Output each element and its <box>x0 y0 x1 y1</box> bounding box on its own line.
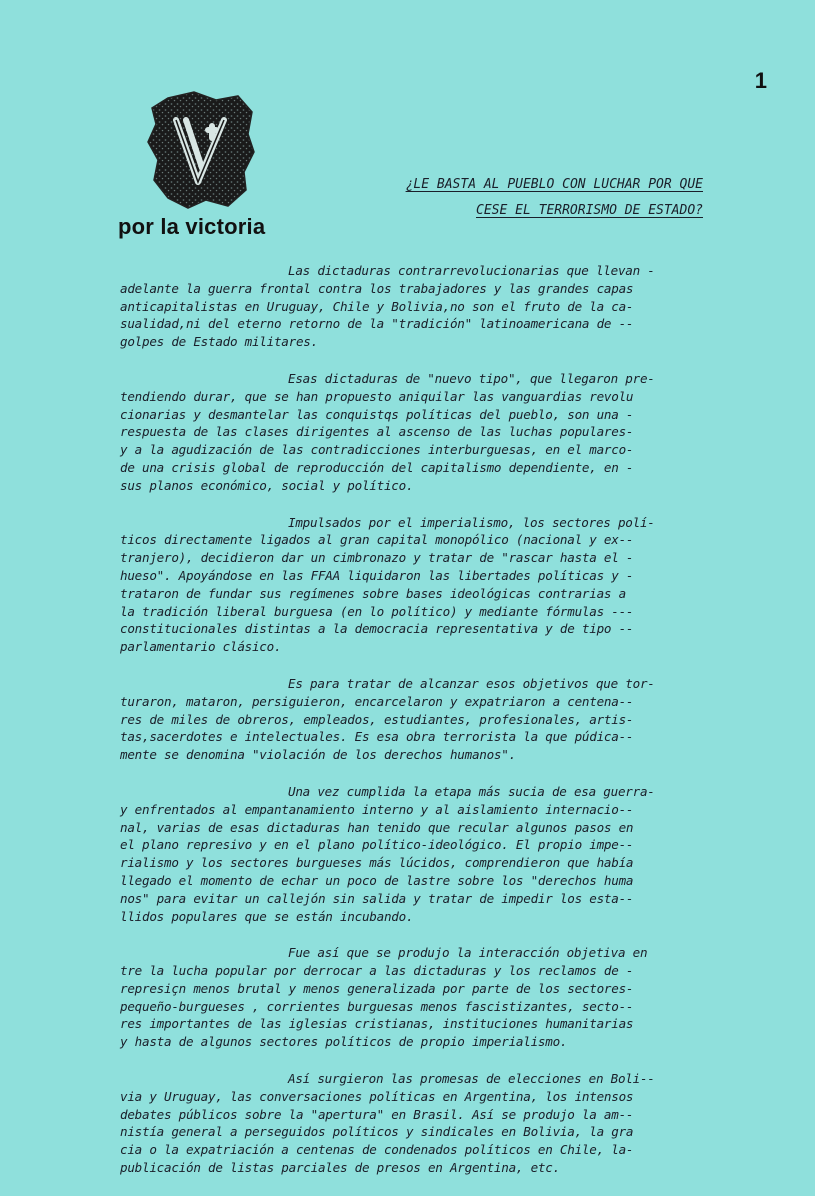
paragraph-line: Fue así que se produjo la interacción objetiva en <box>288 945 648 961</box>
paragraph-line: sualidad,ni del eterno retorno de la "tradición" latinoamericana de -- <box>120 316 634 332</box>
paragraph-line: y a la agudización de las contradicciones interburguesas, en el marco- <box>120 442 634 458</box>
body-paragraph <box>120 944 710 1051</box>
paragraph-line: Impulsados por el imperialismo, los sectores polí- <box>288 514 655 530</box>
paragraph-line: la tradición liberal burguesa (en lo político) y mediante fórmulas --- <box>120 603 634 619</box>
paragraph-line: tas,sacerdotes e intelectuales. Es esa obra terrorista la que púdica-- <box>120 729 634 745</box>
paragraph-line: cia o la expatriación a centenas de condenados políticos en Chile, la- <box>120 1142 634 1158</box>
body-paragraph <box>120 262 710 351</box>
paragraph-line: nistía general a perseguidos políticos y sindicales en Bolivia, la gra <box>120 1124 634 1140</box>
logo-wordmark: por la victoria <box>118 214 266 239</box>
stamp-v-emblem-icon <box>146 90 256 210</box>
paragraph-line: Esas dictaduras de "nuevo tipo", que llegaron pre- <box>288 370 655 386</box>
paragraph-line: Las dictaduras contrarrevolucionarias que llevan - <box>288 263 655 278</box>
paragraph-line: de una crisis global de reproducción del capitalismo dependiente, en - <box>120 459 634 475</box>
paragraph-line: mente se denomina "violación de los derechos humanos". <box>120 747 516 763</box>
title-line-2: CESE EL TERRORISMO DE ESTADO? <box>476 203 703 218</box>
paragraph-line: sus planos económico, social y político. <box>120 477 414 493</box>
paragraph-line: turaron, mataron, persiguieron, encarcelaron y expatriaron a centena-- <box>120 693 634 709</box>
body-paragraph <box>120 514 710 656</box>
paragraph-line: rialismo y los sectores burgueses más lúcidos, comprendieron que había <box>120 855 634 871</box>
paragraph-line: Es para tratar de alcanzar esos objetivos que tor- <box>288 675 655 691</box>
paragraph-line: constitucionales distintas a la democracia representativa y de tipo -- <box>120 621 634 637</box>
paragraph-line: ticos directamente ligados al gran capital monopólico (nacional y ex-- <box>120 532 634 548</box>
title-line-1: ¿LE BASTA AL PUEBLO CON LUCHAR POR QUE <box>405 177 703 192</box>
paragraph-line: cionarias y desmantelar las conquistqs políticas del pueblo, son una - <box>120 406 634 422</box>
paragraph-line: pequeño-burgueses , corrientes burguesas menos fascistizantes, secto-- <box>120 998 634 1014</box>
paragraph-line: el plano represivo y en el plano político-ideológico. El propio impe-- <box>120 837 634 853</box>
paragraph-line: parlamentario clásico. <box>120 639 282 655</box>
paragraph-line: res importantes de las iglesias cristianas, instituciones humanitarias <box>120 1016 634 1032</box>
paragraph-line: y enfrentados al empantanamiento interno y al aislamiento internacio-- <box>120 801 634 817</box>
paragraph-line: Así surgieron las promesas de elecciones en Boli-- <box>288 1071 655 1087</box>
paragraph-line: llegado el momento de echar un poco de lastre sobre los "derechos huma <box>120 872 634 888</box>
paragraph-line: golpes de Estado militares. <box>120 334 318 350</box>
body-paragraph <box>120 783 710 925</box>
paragraph-line: debates públicos sobre la "apertura" en Brasil. Así se produjo la am-- <box>120 1106 634 1122</box>
paragraph-line: llidos populares que se están incubando. <box>120 908 414 924</box>
paragraph-line: nos" para evitar un callejón sin salida y tratar de impedir los esta-- <box>120 890 634 906</box>
paragraph-line: y hasta de algunos sectores políticos de propio imperialismo. <box>120 1034 568 1050</box>
paragraph-line: res de miles de obreros, empleados, estudiantes, profesionales, artis- <box>120 711 634 727</box>
paragraph-line: tre la lucha popular por derrocar a las dictaduras y los reclamos de - <box>120 963 634 979</box>
paragraph-line: tendiendo durar, que se han propuesto aniquilar las vanguardias revolu <box>120 388 634 404</box>
body-paragraph <box>120 1070 710 1177</box>
body-paragraph <box>120 370 710 495</box>
document-title <box>323 172 703 224</box>
organization-logo <box>118 90 288 250</box>
paragraph-line: publicación de listas parciales de presos en Argentina, etc. <box>120 1160 560 1176</box>
paragraph-line: represiçn menos brutal y menos generalizada por parte de los sectores- <box>120 980 634 996</box>
paragraph-line: Una vez cumplida la etapa más sucia de esa guerra- <box>288 783 655 799</box>
paragraph-line: adelante la guerra frontal contra los trabajadores y las grandes capas <box>120 280 634 296</box>
paragraph-line: via y Uruguay, las conversaciones políticas en Argentina, los intensos <box>120 1088 634 1104</box>
page-number: 1 <box>754 68 767 93</box>
paragraph-line: trataron de fundar sus regímenes sobre bases ideológicas contrarias a <box>120 585 626 601</box>
paragraph-line: respuesta de las clases dirigentes al ascenso de las luchas populares- <box>120 424 634 440</box>
paragraph-line: nal, varias de esas dictaduras han tenido que recular algunos pasos en <box>120 819 634 835</box>
paragraph-line: anticapitalistas en Uruguay, Chile y Bolivia,no son el fruto de la ca- <box>120 298 634 314</box>
body-paragraph <box>120 675 710 764</box>
paragraph-line: hueso". Apoyándose en las FFAA liquidaron las libertades políticas y - <box>120 567 634 583</box>
paragraph-line: tranjero), decidieron dar un cimbronazo y tratar de "rascar hasta el - <box>120 550 634 566</box>
document-body <box>120 262 710 1196</box>
